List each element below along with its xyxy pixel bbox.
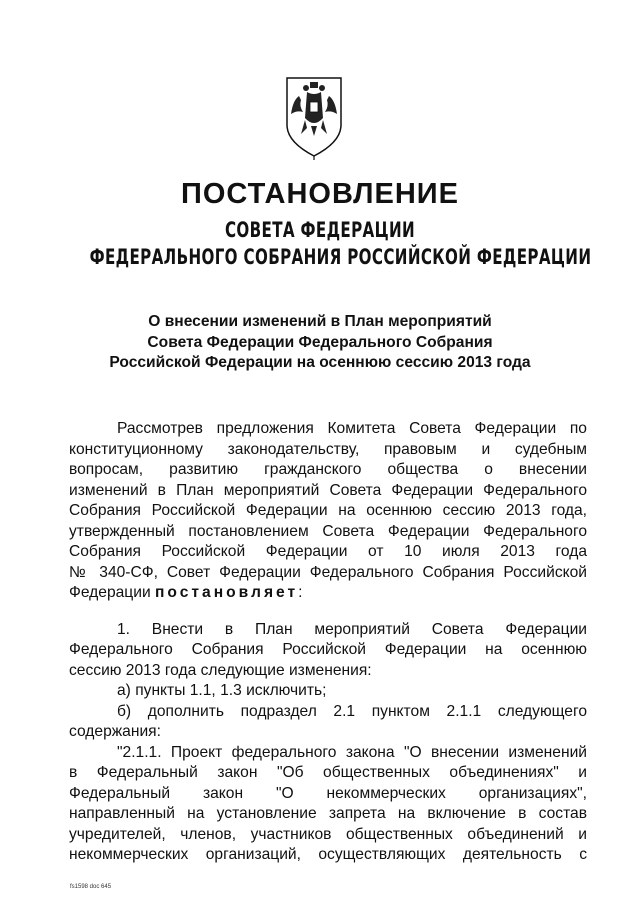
body-line: вопросам, развитию гражданского общества о внесении [69, 461, 587, 478]
body-line: изменений в План мероприятий Совета Федерации Федерального [69, 481, 587, 499]
quote-line: Федеральный закон "О некоммерческих организациях", [69, 784, 587, 802]
body-line: 1. Внести в План мероприятий Совета Федерации [117, 620, 587, 638]
quote-line: в Федеральный закон "Об общественных объединениях" и [69, 764, 587, 781]
body-line: Собрания Российской Федерации на осеннюю сессию 2013 года, [69, 502, 587, 519]
subject-line: Совета Федерации Федерального Собрания [147, 333, 493, 351]
list-item-a: а) пункты 1.1, 1.3 исключить; [117, 682, 327, 699]
quote-line: направленный на установление запрета на включение в состав [69, 805, 587, 822]
body-line: утвержденный постановлением Совета Федерации Федерального [69, 522, 587, 540]
issuer-line-2: ФЕДЕРАЛЬНОГО СОБРАНИЯ РОССИЙСКОЙ ФЕДЕРАЦИИ [89, 245, 592, 269]
resolution-suffix: : [298, 584, 303, 601]
body-line: конституционному законодательству, правовым и судебным [69, 440, 587, 458]
coat-of-arms-icon [279, 70, 349, 160]
body-line-resolution [69, 583, 587, 604]
body-line: Федерального Собрания Российской Федерации на осеннюю [69, 641, 587, 658]
document-subject [0, 312, 640, 374]
resolution-prefix: Федерации [69, 584, 155, 601]
quote-line: "2.1.1. Проект федерального закона "О внесении изменений [117, 743, 587, 761]
body-line: сессию 2013 года следующие изменения: [69, 661, 372, 679]
issuer-line-1: СОВЕТА ФЕДЕРАЦИИ [224, 218, 416, 242]
body-line: Рассмотрев предложения Комитета Совета Федерации по [117, 420, 587, 437]
body-line: № 340-СФ, Совет Федерации Федерального Собрания Российской [69, 563, 587, 581]
quote-line: некоммерческих организаций, осуществляющих деятельность с [69, 846, 587, 863]
document-body [69, 419, 587, 866]
subject-line: О внесении изменений в План мероприятий [148, 313, 492, 330]
document-title: ПОСТАНОВЛЕНИЕ [181, 178, 459, 210]
quote-line: учредителей, членов, участников общественных объединений и [69, 825, 587, 843]
resolution-keyword: постановляет [155, 584, 299, 601]
document-footer-code: fs1598 doc 645 [70, 884, 112, 890]
body-line: Собрания Российской Федерации от 10 июля 2013 года [69, 543, 587, 560]
body-line: содержания: [69, 723, 161, 740]
list-item-b: б) дополнить подраздел 2.1 пунктом 2.1.1 следующего [117, 702, 587, 720]
subject-line: Российской Федерации на осеннюю сессию 2013 года [109, 354, 531, 371]
